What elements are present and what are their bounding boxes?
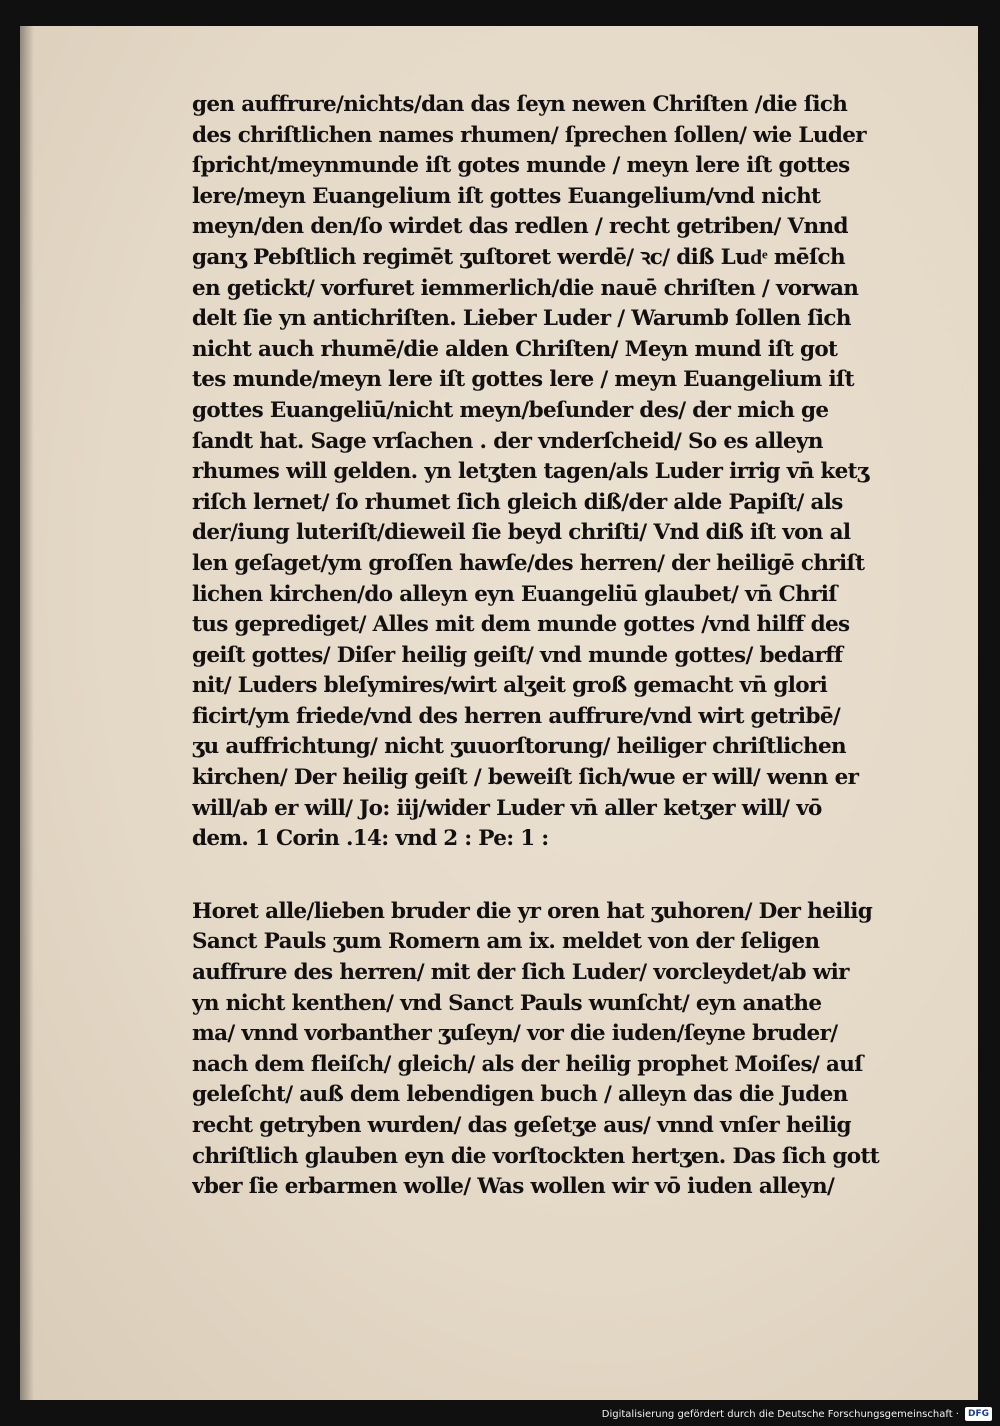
text-line: vber ſie erbarmen wolle/ Was wollen wir vō iuden alleyn/ xyxy=(192,1174,835,1200)
text-line: lere/meyn Euangelium iſt gottes Euangelium/vnd nicht xyxy=(192,183,821,209)
text-line: gottes Euangeliū/nicht meyn/beſunder des/ der mich ge xyxy=(192,397,829,423)
text-line: der/iung luteriſt/dieweil ſie beyd chriſti/ Vnd diß iſt von al xyxy=(192,520,851,546)
text-line: en getickt/ vorfuret iemmerlich/die nauē chriſten / vorwan xyxy=(192,275,859,301)
text-line: Horet alle/lieben bruder die yr oren hat ʒuhoren/ Der heilig xyxy=(192,898,873,924)
dfg-logo: DFG xyxy=(965,1407,992,1421)
text-line: rhumes will gelden. yn letʒten tagen/als Luder irrig vn̄ ketʒ xyxy=(192,459,869,485)
paragraph-2 xyxy=(192,897,907,1203)
digitization-footer xyxy=(602,1404,992,1424)
text-line: ſpricht/meynmunde iſt gotes munde / meyn lere iſt gottes xyxy=(192,153,850,179)
text-line: yn nicht kenthen/ vnd Sanct Pauls wunſcht/ eyn anathe xyxy=(192,990,822,1016)
footer-credit: Digitalisierung gefördert durch die Deutsche Forschungsgemeinschaft · xyxy=(601,1408,959,1420)
text-line: chriſtlich glauben eyn die vorſtockten hertʒen. Das ſich gott xyxy=(192,1143,880,1169)
text-line: Sanct Pauls ʒum Romern am ix. meldet von der ſeligen xyxy=(192,929,820,955)
text-line: len geſaget/ym groſſen hawſe/des herren/ der heiligē chriſt xyxy=(192,550,865,576)
page-text xyxy=(192,90,907,1203)
text-line: auffrure des herren/ mit der ſich Luder/ vorcleydet/ab wir xyxy=(192,960,849,986)
text-line: geiſt gottes/ Diſer heilig geiſt/ vnd munde gottes/ bedarff xyxy=(192,642,843,668)
text-line: riſch lernet/ ſo rhumet ſich gleich diß/der alde Papiſt/ als xyxy=(192,489,843,515)
text-line: nit/ Luders bleſymires/wirt alʒeit groß gemacht vn̄ glori xyxy=(192,673,828,699)
text-line: tus geprediget/ Alles mit dem munde gottes /vnd hilff des xyxy=(192,612,850,638)
text-line: ma/ vnnd vorbanther ʒuſeyn/ vor die iuden/ſeyne bruder/ xyxy=(192,1021,838,1047)
paragraph-1 xyxy=(192,90,907,855)
text-line: des chriſtlichen names rhumen/ ſprechen ſollen/ wie Luder xyxy=(192,122,866,148)
text-line: tes munde/meyn lere iſt gottes lere / meyn Euangelium iſt xyxy=(192,367,854,393)
text-line: geleſcht/ auß dem lebendigen buch / alleyn das die Juden xyxy=(192,1082,848,1108)
text-line: ganʒ Pebſtlich regimēt ʒuſtoret werdē/ ꝛc/ diß Ludͤ mēſch xyxy=(192,244,845,270)
text-line: meyn/den den/ſo wirdet das redlen / recht getriben/ Vnnd xyxy=(192,214,848,240)
text-line: ficirt/ym friede/vnd des herren auffrure/vnd wirt getribē/ xyxy=(192,703,841,729)
text-line: recht getryben wurden/ das geſetʒe aus/ vnnd vnſer heilig xyxy=(192,1113,851,1138)
text-line: lichen kirchen/do alleyn eyn Euangeliū glaubet/ vn̄ Chriſ xyxy=(192,581,837,607)
text-line: ſandt hat. Sage vrſachen . der vnderſcheid/ So es alleyn xyxy=(192,428,823,454)
text-line: will/ab er will/ Jo: iij/wider Luder vn̄ aller ketʒer will/ vō xyxy=(192,795,822,821)
text-line: gen auffrure/nichts/dan das ſeyn newen Chriſten /die ſich xyxy=(192,92,848,117)
text-line: ʒu auffrichtung/ nicht ʒuuorſtorung/ heiliger chriſtlichen xyxy=(192,734,847,760)
text-line: nicht auch rhumē/die alden Chriſten/ Meyn mund iſt got xyxy=(192,336,838,362)
text-line: delt ſie yn antichriſten. Lieber Luder / Warumb ſollen ſich xyxy=(192,306,851,332)
text-line: kirchen/ Der heilig geiſt / beweiſt ſich/wue er will/ wenn er xyxy=(192,765,859,791)
text-line: nach dem fleiſch/ gleich/ als der heilig prophet Moiſes/ auſ xyxy=(192,1051,863,1077)
text-line: dem. 1 Corin .14: vnd 2 : Pe: 1 : xyxy=(192,826,549,852)
page-gutter-shadow xyxy=(20,26,34,1400)
paragraph-gap xyxy=(192,855,907,897)
